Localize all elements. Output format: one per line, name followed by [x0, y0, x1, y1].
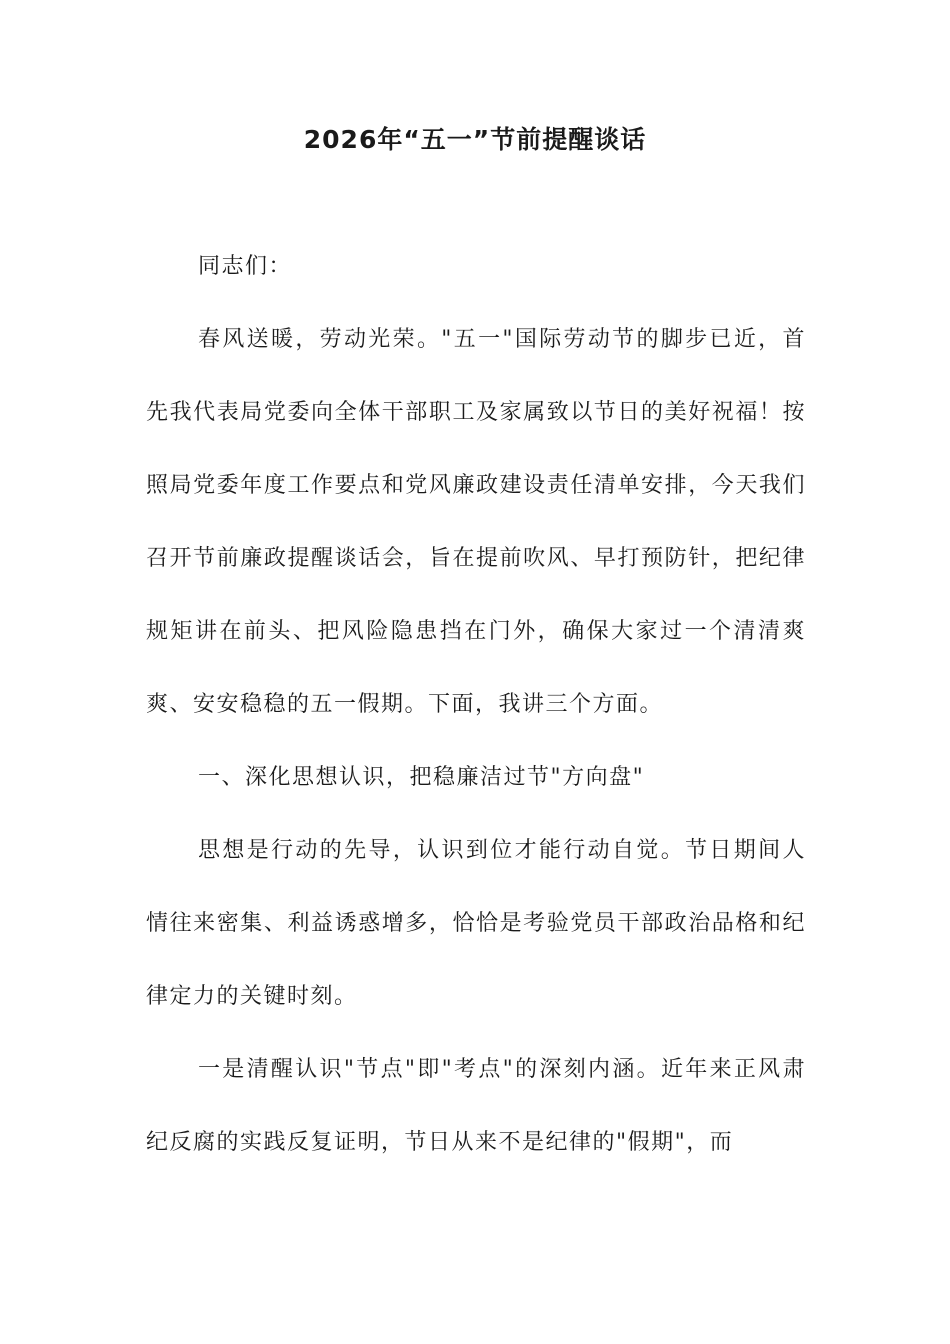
section-heading-1: 一、深化思想认识，把稳廉洁过节"方向盘": [198, 765, 645, 790]
document-title: 2026年“五一”节前提醒谈话: [303, 125, 647, 154]
salutation-paragraph: 同志们：: [198, 254, 293, 279]
section-1-paragraph: 思想是行动的先导，认识到位才能行动自觉。节日期间人情往来密集、利益诱惑增多，恰恰是考验党员干部政治品格和纪律定力的关键时刻。: [146, 838, 806, 1009]
opening-paragraph: 春风送暖，劳动光荣。"五一"国际劳动节的脚步已近，首先我代表局党委向全体干部职工及家属致以节日的美好祝福！按照局党委年度工作要点和党风廉政建设责任清单安排，今天我们召开节前廉政提醒谈话会，旨在提前吹风、早打预防针，把纪律规矩讲在前头、把风险隐患挡在门外，确保大家过一个清清爽爽、安安稳稳的五一假期。下面，我讲三个方面。: [146, 327, 806, 717]
document-body: [146, 230, 806, 1179]
point-1-paragraph: 一是清醒认识"节点"即"考点"的深刻内涵。近年来正风肃纪反腐的实践反复证明，节日从来不是纪律的"假期"，而: [146, 1057, 806, 1155]
